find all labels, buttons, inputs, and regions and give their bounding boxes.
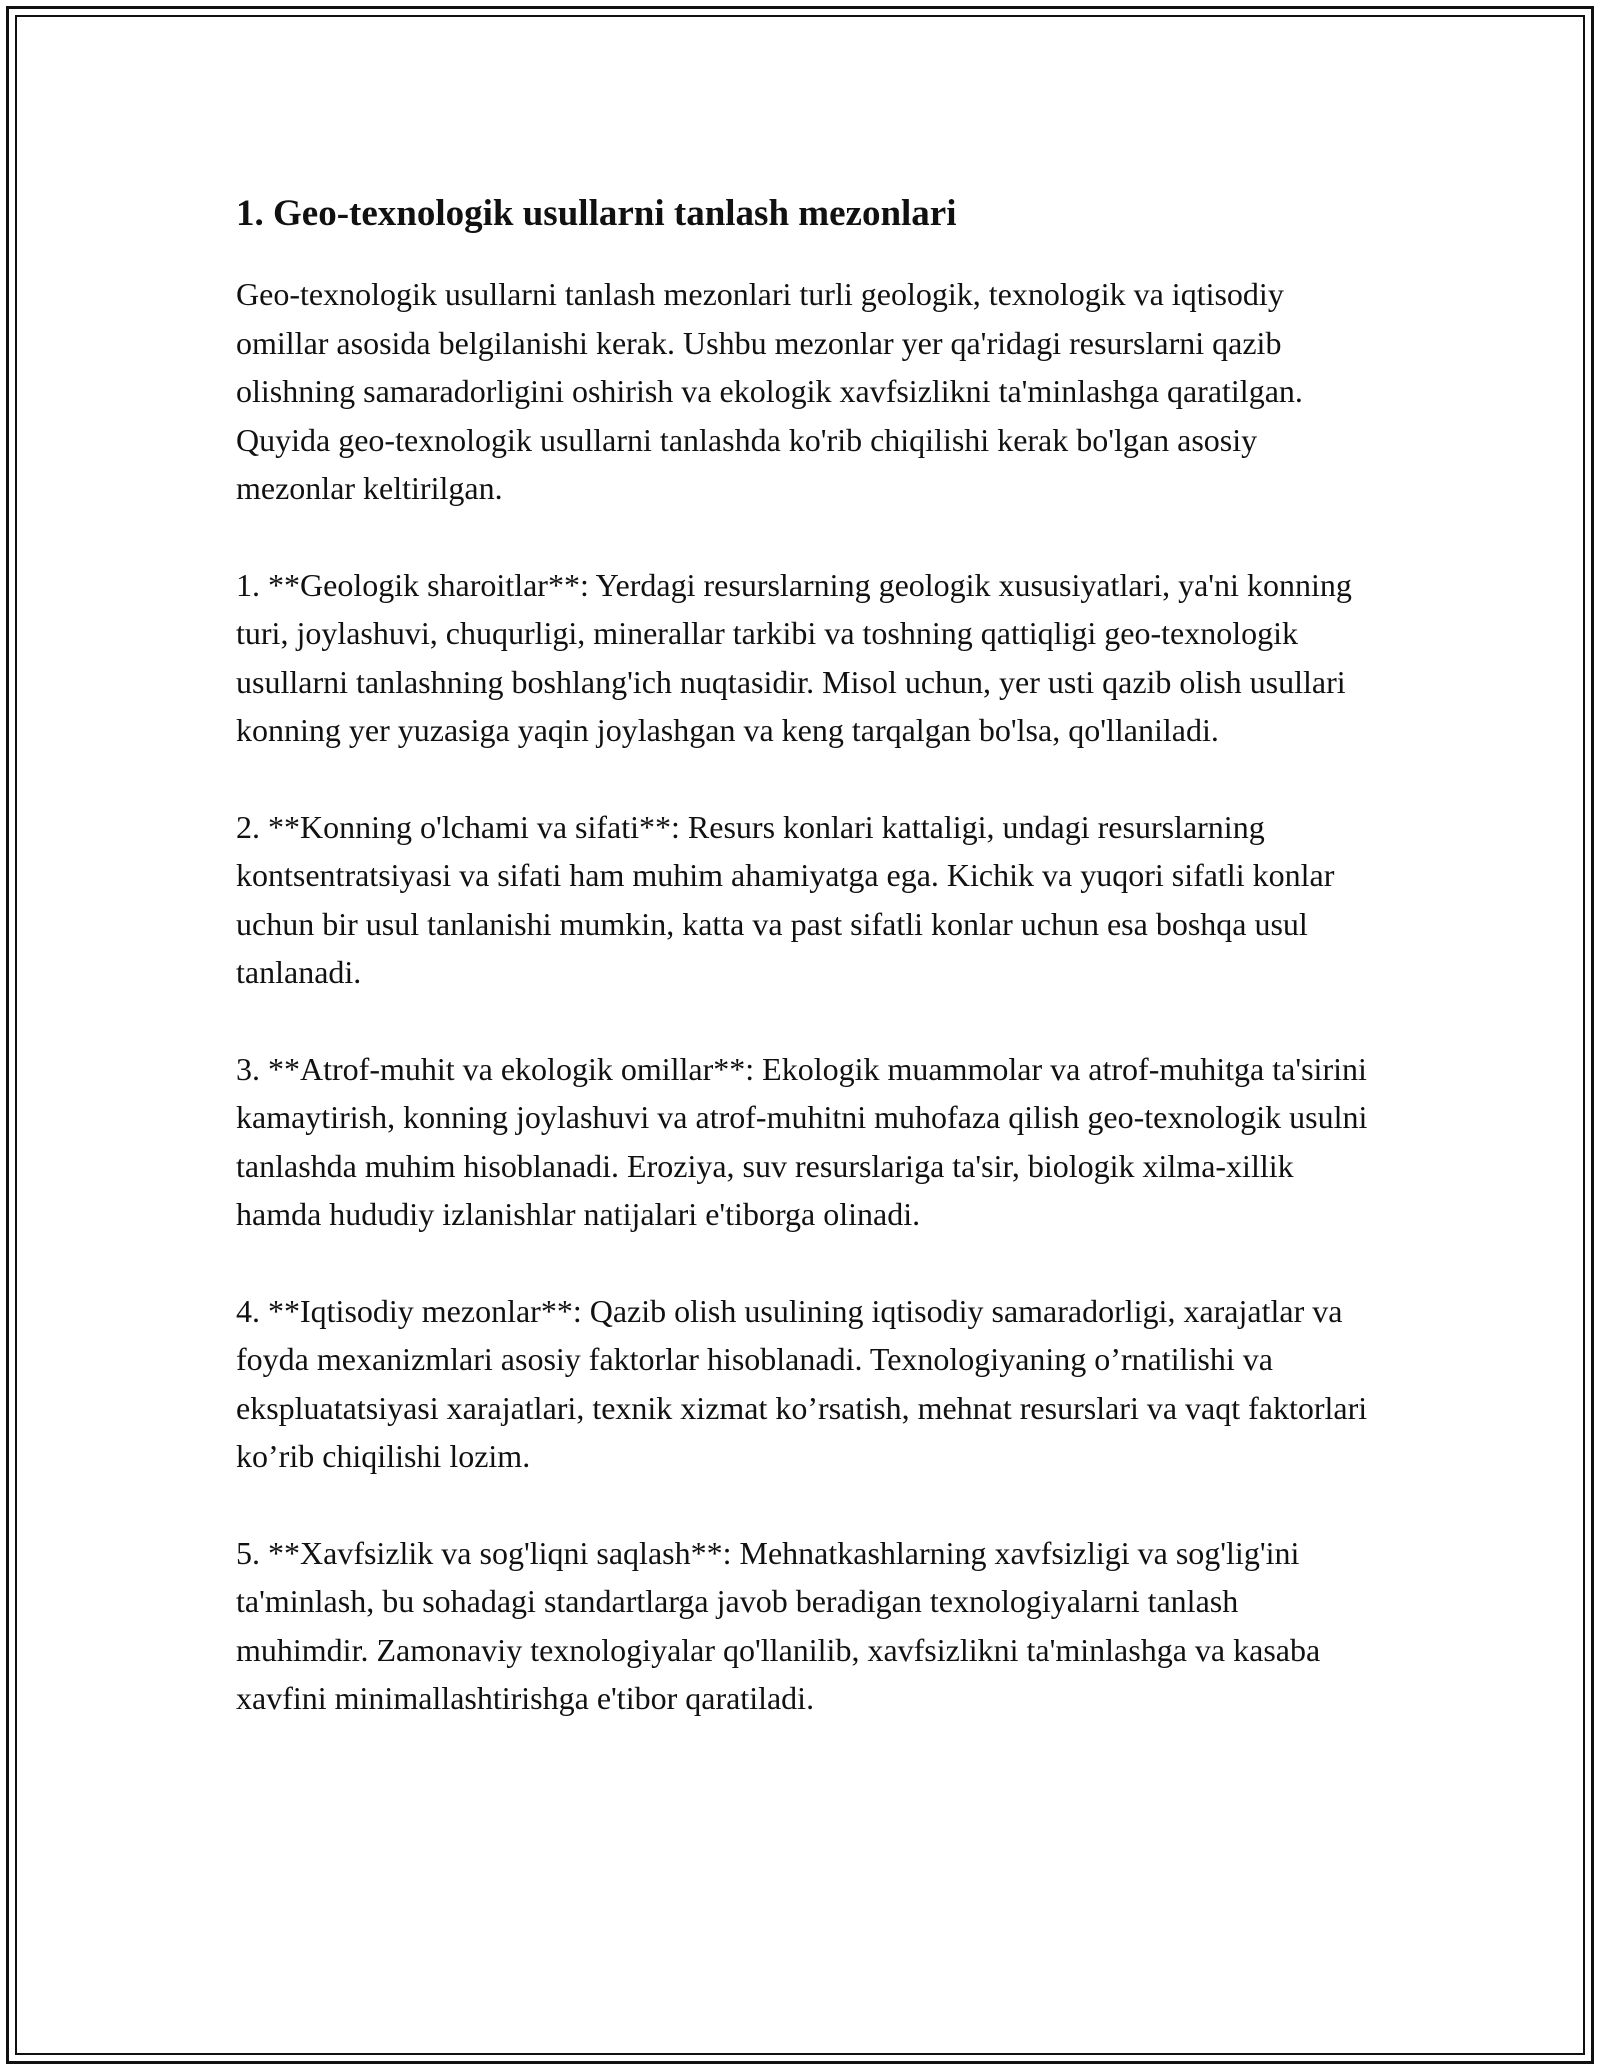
criterion-environmental-factors: 3. **Atrof-muhit va ekologik omillar**: Ekologik muammolar va atrof-muhitga ta'sirini kamaytirish, konning joylashuvi va atrof-muhitni muhofaza qilish geo-texnologik usulni tanlashda muhim hisoblanadi. Eroziya, suv resurslariga ta'sir, biologik xilma-xillik hamda hududiy izlanishlar natijalari e'tiborga olinadi. bbox=[236, 1050, 1368, 1232]
section-heading: 1. Geo-texnologik usullarni tanlash mezonlari bbox=[236, 193, 957, 234]
criterion-deposit-size-quality: 2. **Konning o'lchami va sifati**: Resurs konlari kattaligi, undagi resurslarning kontsentratsiyasi va sifati ham muhim ahamiyatga ega. Kichik va yuqori sifatli konlar uchun bir usul tanlanishi mumkin, katta va past sifatli konlar uchun esa boshqa usul tanlanadi. bbox=[236, 808, 1335, 990]
criterion-economic: 4. **Iqtisodiy mezonlar**: Qazib olish usulining iqtisodiy samaradorligi, xarajatlar va foyda mexanizmlari asosiy faktorlar hisoblanadi. Texnologiyaning o’rnatilishi va ekspluatatsiyasi xarajatlari, texnik xizmat ko’rsatish, mehnat resurslari va vaqt faktorlari ko’rib chiqilishi lozim. bbox=[236, 1292, 1368, 1474]
document-body bbox=[236, 186, 1376, 1771]
intro-paragraph: Geo-texnologik usullarni tanlash mezonlari turli geologik, texnologik va iqtisodiy omillar asosida belgilanishi kerak. Ushbu mezonlar yer qa'ridagi resurslarni qazib olishning samaradorligini oshirish va ekologik xavfsizlikni ta'minlashga qaratilgan. Quyida geo-texnologik usullarni tanlashda ko'rib chiqilishi kerak bo'lgan asosiy mezonlar keltirilgan. bbox=[236, 276, 1303, 506]
criterion-geologic-conditions: 1. **Geologik sharoitlar**: Yerdagi resurslarning geologik xususiyatlari, ya'ni konning turi, joylashuvi, chuqurligi, minerallar tarkibi va toshning qattiqligi geo-texnologik usullarni tanlashning boshlang'ich nuqtasidir. Misol uchun, yer usti qazib olish usullari konning yer yuzasiga yaqin joylashgan va keng tarqalgan bo'lsa, qo'llaniladi. bbox=[236, 566, 1352, 748]
criterion-safety-health: 5. **Xavfsizlik va sog'liqni saqlash**: Mehnatkashlarning xavfsizligi va sog'lig'ini ta'minlash, bu sohadagi standartlarga javob beradigan texnologiyalarni tanlash muhimdir. Zamonaviy texnologiyalar qo'llanilib, xavfsizlikni ta'minlashga va kasaba xavfini minimallashtirishga e'tibor qaratiladi. bbox=[236, 1534, 1321, 1716]
